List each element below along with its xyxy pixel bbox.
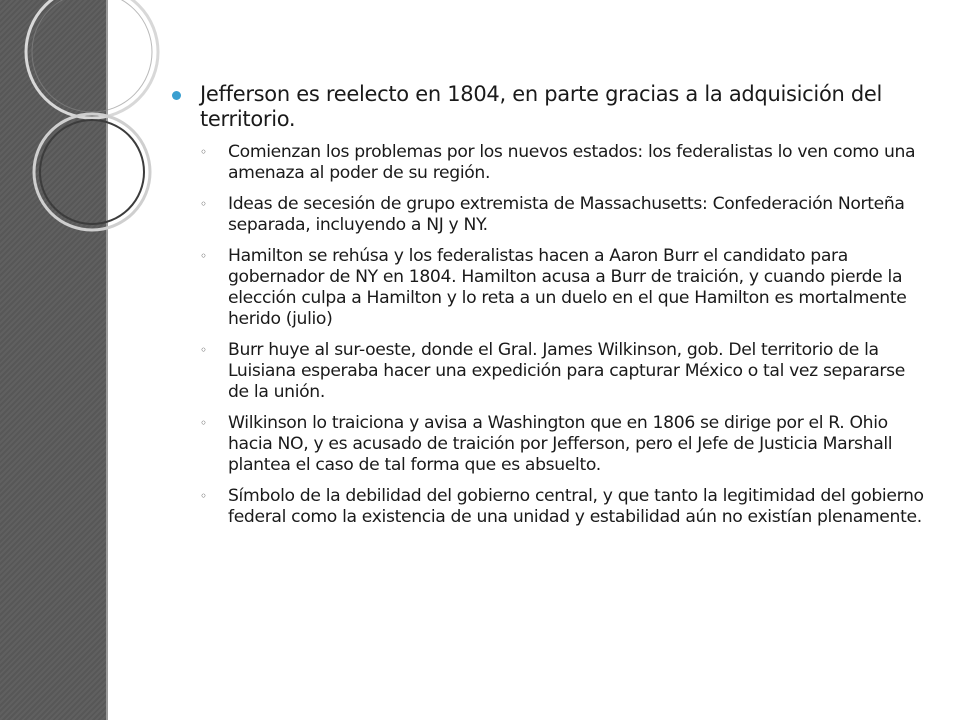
ring-outer-inner-line xyxy=(32,0,152,112)
sub-bullet xyxy=(200,142,930,184)
hollow-circle-bullet-icon: ◦ xyxy=(200,489,207,503)
bullet-dot-icon xyxy=(172,91,181,100)
hollow-circle-bullet-icon: ◦ xyxy=(200,343,207,357)
sub-bullet-text: Comienzan los problemas por los nuevos estados: los federalistas lo ven como una amenaza al poder de su región. xyxy=(228,142,916,183)
hollow-circle-bullet-icon: ◦ xyxy=(200,145,207,159)
sub-bullet xyxy=(200,413,930,476)
decorative-rings xyxy=(0,0,130,260)
sub-bullet-text: Ideas de secesión de grupo extremista de Massachusetts: Confederación Norteña separada, incluyendo a NJ y NY. xyxy=(228,194,905,235)
ring-lower xyxy=(34,114,150,230)
bullet-main-text: Jefferson es reelecto en 1804, en parte gracias a la adquisición del territorio. xyxy=(200,82,883,131)
sub-bullet xyxy=(200,340,930,403)
bullet-main xyxy=(170,82,930,132)
slide-content xyxy=(170,82,930,538)
ring-lower-inner xyxy=(40,120,144,224)
hollow-circle-bullet-icon: ◦ xyxy=(200,416,207,430)
sub-bullet xyxy=(200,194,930,236)
sub-bullet-text: Hamilton se rehúsa y los federalistas hacen a Aaron Burr el candidato para gobernador de NY en 1804. Hamilton acusa a Burr de traición, y cuando pierde la elección culpa a Hamilton y lo reta a un duelo en el que Hamilton es mortalmente herido (julio) xyxy=(228,246,907,329)
sub-bullet xyxy=(200,246,930,330)
sub-bullet-text: Burr huye al sur-oeste, donde el Gral. James Wilkinson, gob. Del territorio de la Luisiana esperaba hacer una expedición para capturar México o tal vez separarse de la unión. xyxy=(228,340,905,402)
sub-bullet-text: Símbolo de la debilidad del gobierno central, y que tanto la legitimidad del gobierno federal como la existencia de una unidad y estabilidad aún no existían plenamente. xyxy=(228,486,924,527)
sub-bullet xyxy=(200,486,930,528)
sub-bullet-text: Wilkinson lo traiciona y avisa a Washington que en 1806 se dirige por el R. Ohio hacia NO, y es acusado de traición por Jefferson, pero el Jefe de Justicia Marshall plantea el caso de tal forma que es absuelto. xyxy=(228,413,893,475)
hollow-circle-bullet-icon: ◦ xyxy=(200,249,207,263)
ring-outer xyxy=(26,0,158,118)
hollow-circle-bullet-icon: ◦ xyxy=(200,197,207,211)
